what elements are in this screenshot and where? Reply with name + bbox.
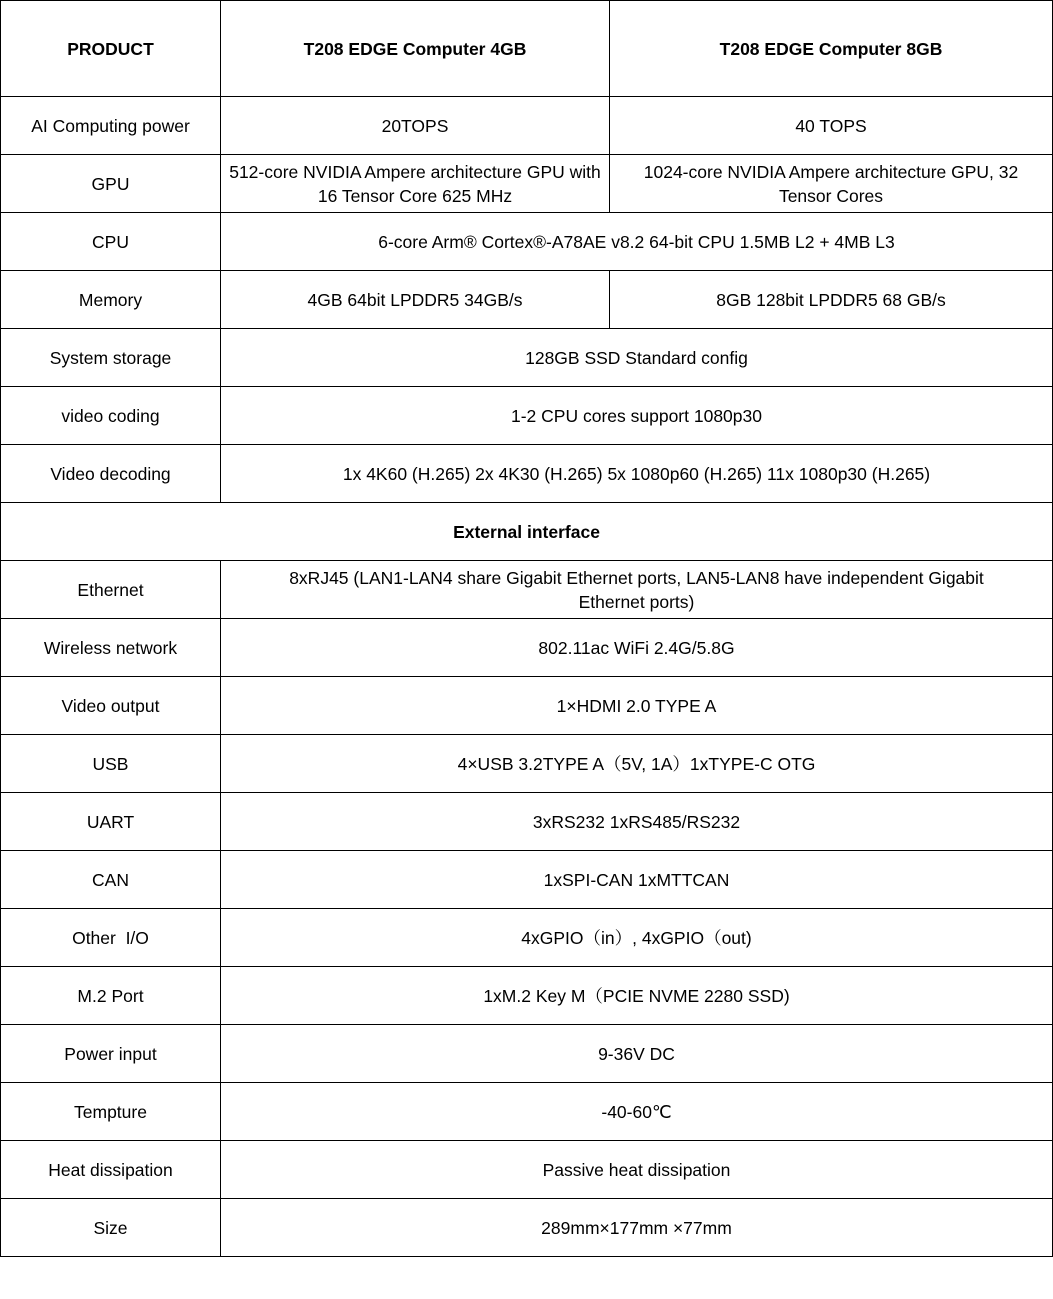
value-shared: 6-core Arm® Cortex®-A78AE v8.2 64-bit CPU 1.5MB L2 + 4MB L3 bbox=[221, 213, 1053, 271]
row-video-decoding bbox=[1, 445, 1053, 503]
row-temperature bbox=[1, 1083, 1053, 1141]
value-shared: 1-2 CPU cores support 1080p30 bbox=[221, 387, 1053, 445]
value-shared: 289mm×177mm ×77mm bbox=[221, 1199, 1053, 1257]
row-label: CAN bbox=[1, 851, 221, 909]
value-shared: 4×USB 3.2TYPE A（5V, 1A）1xTYPE-C OTG bbox=[221, 735, 1053, 793]
value-8gb: 8GB 128bit LPDDR5 68 GB/s bbox=[610, 271, 1053, 329]
value-shared: 1×HDMI 2.0 TYPE A bbox=[221, 677, 1053, 735]
value-shared: 802.11ac WiFi 2.4G/5.8G bbox=[221, 619, 1053, 677]
row-heat-dissipation bbox=[1, 1141, 1053, 1199]
header-row bbox=[1, 1, 1053, 97]
value-shared: 1xSPI-CAN 1xMTTCAN bbox=[221, 851, 1053, 909]
row-can bbox=[1, 851, 1053, 909]
value-4gb: 4GB 64bit LPDDR5 34GB/s bbox=[221, 271, 610, 329]
row-label: AI Computing power bbox=[1, 97, 221, 155]
row-label: Video decoding bbox=[1, 445, 221, 503]
section-row-external-interface bbox=[1, 503, 1053, 561]
row-ai-computing-power bbox=[1, 97, 1053, 155]
row-size bbox=[1, 1199, 1053, 1257]
row-label: UART bbox=[1, 793, 221, 851]
value-8gb: 40 TOPS bbox=[610, 97, 1053, 155]
value-shared: 9-36V DC bbox=[221, 1025, 1053, 1083]
row-label: System storage bbox=[1, 329, 221, 387]
row-other-io bbox=[1, 909, 1053, 967]
row-m2-port bbox=[1, 967, 1053, 1025]
header-product-8gb: T208 EDGE Computer 8GB bbox=[610, 1, 1053, 97]
row-label: Ethernet bbox=[1, 561, 221, 619]
header-label: PRODUCT bbox=[1, 1, 221, 97]
row-cpu bbox=[1, 213, 1053, 271]
value-shared: Passive heat dissipation bbox=[221, 1141, 1053, 1199]
row-label: video coding bbox=[1, 387, 221, 445]
value-shared: -40-60℃ bbox=[221, 1083, 1053, 1141]
row-label: Size bbox=[1, 1199, 221, 1257]
value-4gb: 20TOPS bbox=[221, 97, 610, 155]
value-shared: 3xRS232 1xRS485/RS232 bbox=[221, 793, 1053, 851]
row-label: M.2 Port bbox=[1, 967, 221, 1025]
row-ethernet bbox=[1, 561, 1053, 619]
row-power-input bbox=[1, 1025, 1053, 1083]
row-label: Tempture bbox=[1, 1083, 221, 1141]
row-label: Power input bbox=[1, 1025, 221, 1083]
row-wireless-network bbox=[1, 619, 1053, 677]
value-shared: 8xRJ45 (LAN1-LAN4 share Gigabit Ethernet ports, LAN5-LAN8 have independent Gigabit Ethernet ports) bbox=[221, 561, 1053, 619]
row-label: Memory bbox=[1, 271, 221, 329]
row-label: Video output bbox=[1, 677, 221, 735]
row-label: USB bbox=[1, 735, 221, 793]
row-uart bbox=[1, 793, 1053, 851]
value-shared: 1xM.2 Key M（PCIE NVME 2280 SSD) bbox=[221, 967, 1053, 1025]
value-shared: 1x 4K60 (H.265) 2x 4K30 (H.265) 5x 1080p60 (H.265) 11x 1080p30 (H.265) bbox=[221, 445, 1053, 503]
value-shared: 4xGPIO（in）, 4xGPIO（out) bbox=[221, 909, 1053, 967]
row-video-coding bbox=[1, 387, 1053, 445]
row-gpu bbox=[1, 155, 1053, 213]
value-4gb: 512-core NVIDIA Ampere architecture GPU with 16 Tensor Core 625 MHz bbox=[221, 155, 610, 213]
row-video-output bbox=[1, 677, 1053, 735]
row-usb bbox=[1, 735, 1053, 793]
row-label: Heat dissipation bbox=[1, 1141, 221, 1199]
header-product-4gb: T208 EDGE Computer 4GB bbox=[221, 1, 610, 97]
section-title: External interface bbox=[1, 503, 1053, 561]
value-shared: 128GB SSD Standard config bbox=[221, 329, 1053, 387]
row-memory bbox=[1, 271, 1053, 329]
row-system-storage bbox=[1, 329, 1053, 387]
row-label: Other I/O bbox=[1, 909, 221, 967]
row-label: CPU bbox=[1, 213, 221, 271]
row-label: GPU bbox=[1, 155, 221, 213]
value-8gb: 1024-core NVIDIA Ampere architecture GPU, 32 Tensor Cores bbox=[610, 155, 1053, 213]
row-label: Wireless network bbox=[1, 619, 221, 677]
